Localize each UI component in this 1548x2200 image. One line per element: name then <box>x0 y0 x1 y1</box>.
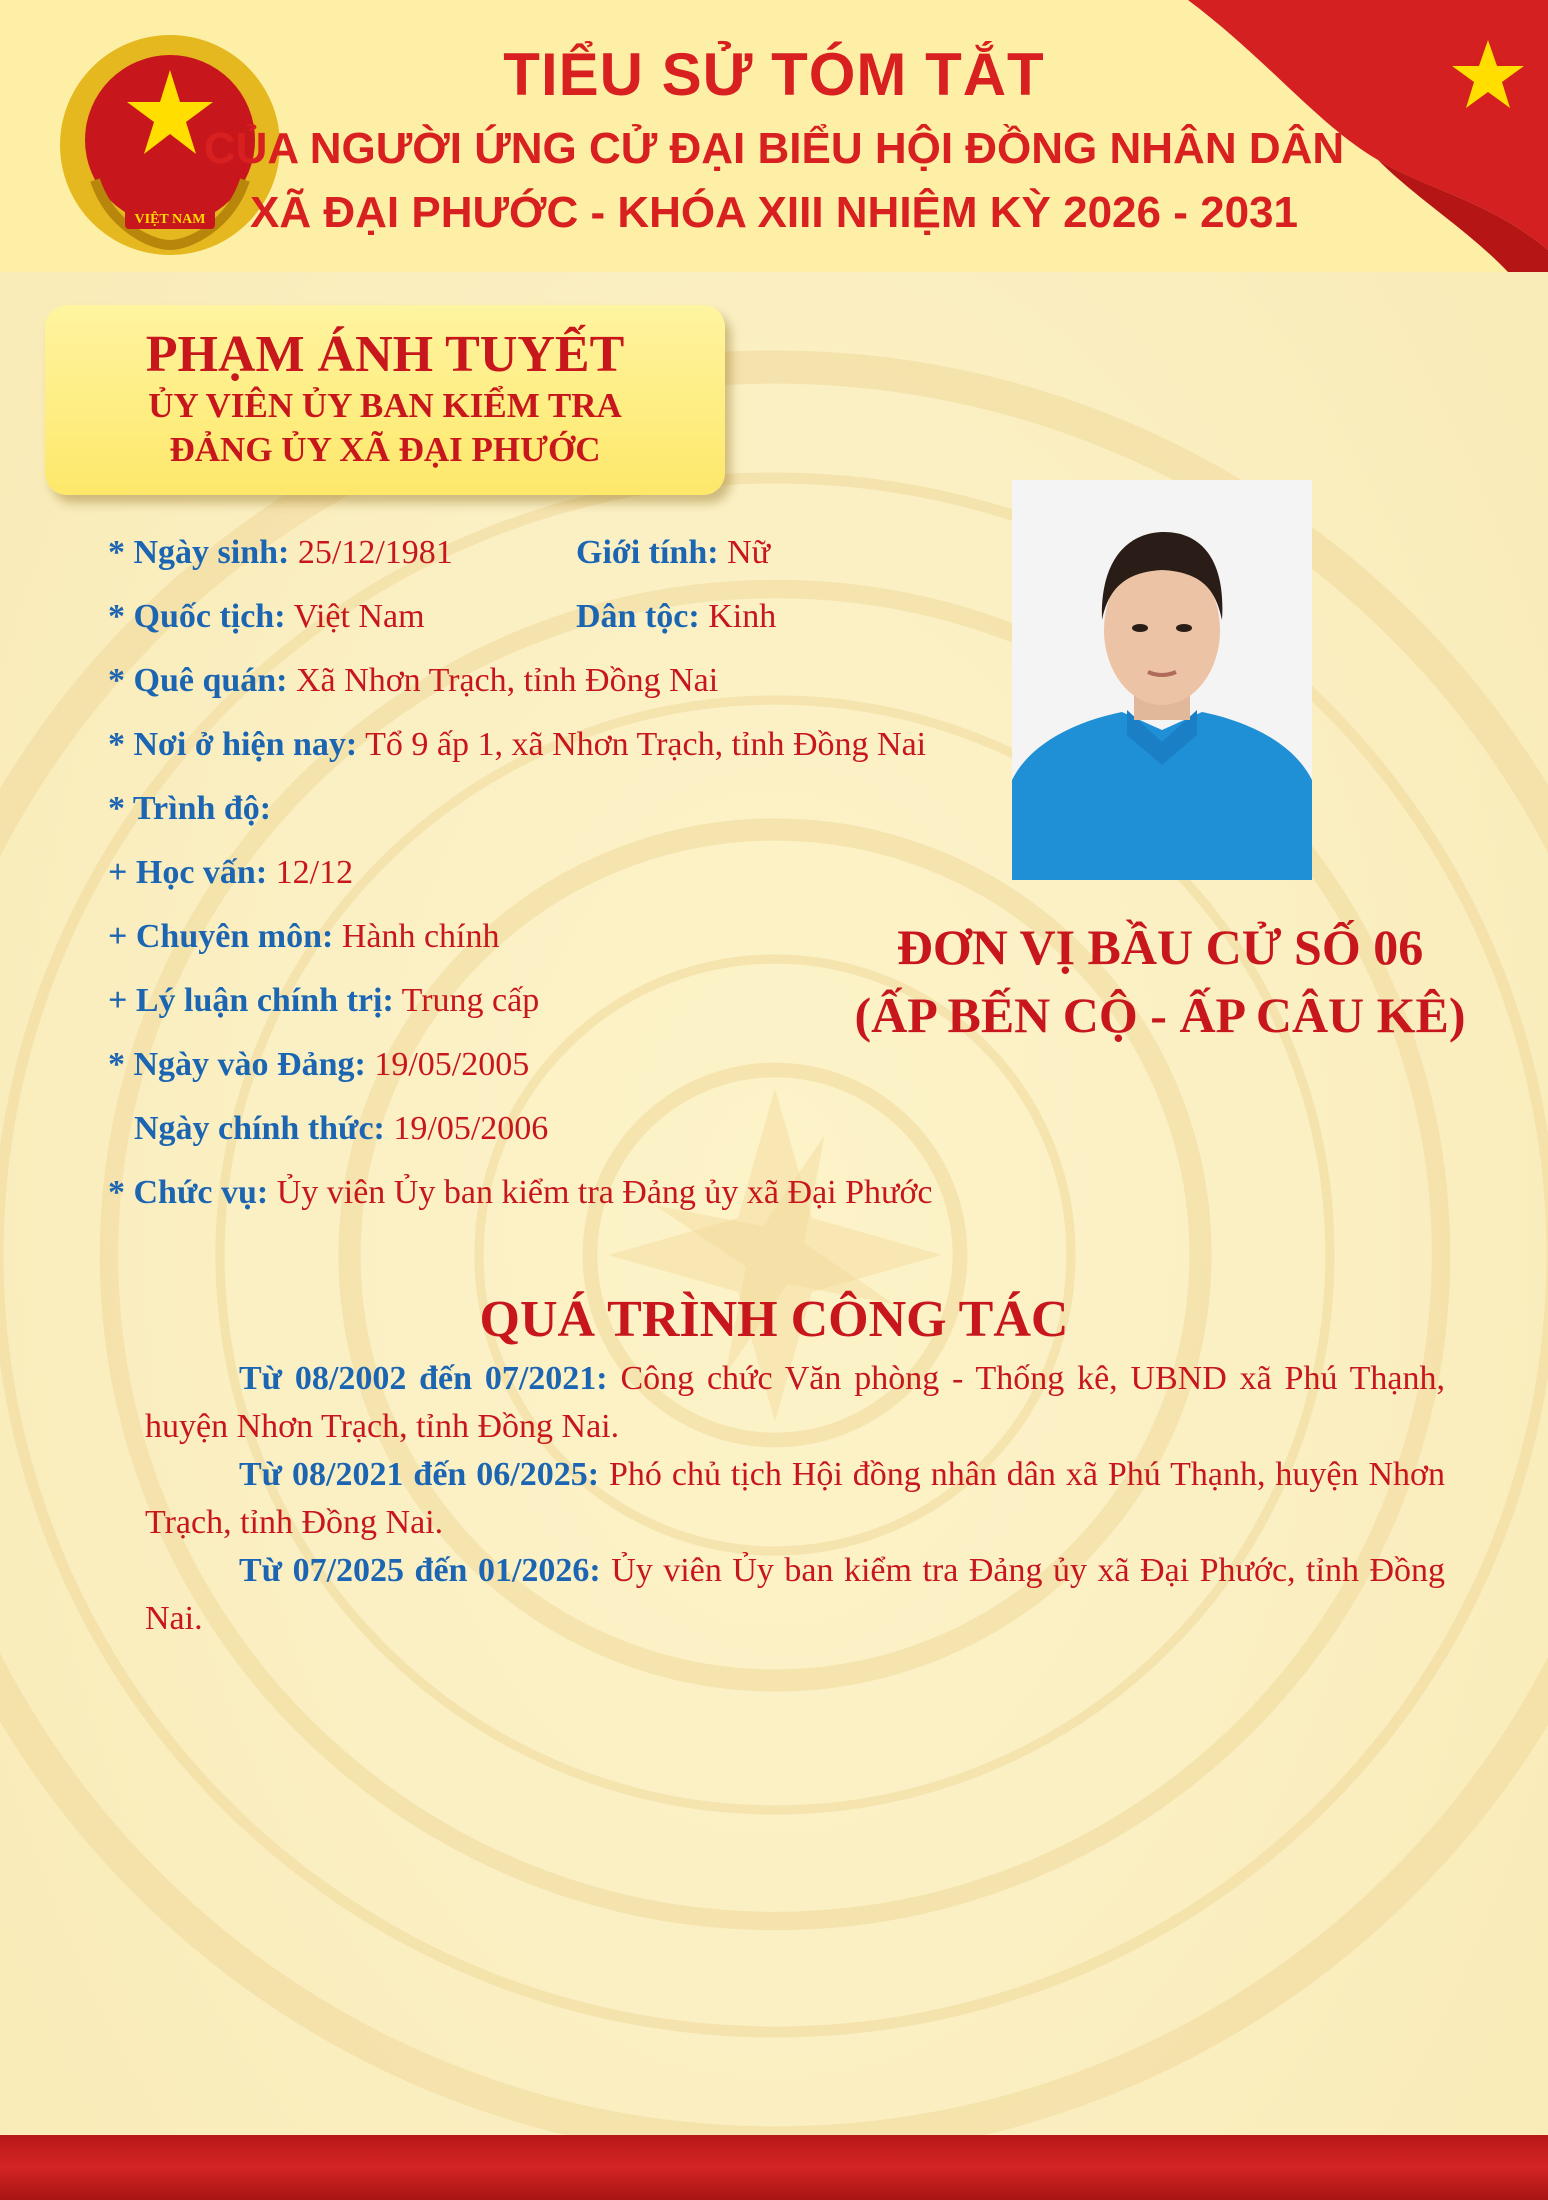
dob-value: 25/12/1981 <box>297 534 453 571</box>
work-history-title: QUÁ TRÌNH CÔNG TÁC <box>479 1291 1069 1348</box>
candidate-name: PHẠM ÁNH TUYẾT <box>145 326 625 383</box>
info-education <box>108 854 353 892</box>
info-political <box>108 982 539 1020</box>
document-title: TIỂU SỬ TÓM TẮT <box>503 41 1045 108</box>
hometown-label: * Quê quán: <box>108 662 288 699</box>
info-party-official <box>134 1110 548 1148</box>
emblem-text: VIỆT NAM <box>134 212 206 227</box>
candidate-position-line2: ĐẢNG ỦY XÃ ĐẠI PHƯỚC <box>169 430 601 469</box>
role-label: * Chức vụ: <box>108 1174 269 1211</box>
work-description: Công chức Văn phòng - Thống kê, UBND xã Phú Thạnh, huyện Nhơn Trạch, tỉnh Đồng Nai. <box>145 1360 1446 1445</box>
info-residence <box>108 726 926 764</box>
work-history-item <box>145 1355 1445 1451</box>
specialty-value: Hành chính <box>341 918 500 955</box>
work-period: Từ 07/2025 đến 01/2026: <box>239 1552 601 1589</box>
info-dob <box>108 534 453 572</box>
header-banner <box>0 0 1548 272</box>
footer-band <box>0 2135 1548 2200</box>
party-join-label: * Ngày vào Đảng: <box>108 1046 366 1083</box>
education-label: + Học vấn: <box>108 854 268 891</box>
candidate-portrait <box>1012 480 1312 880</box>
info-level <box>108 790 271 828</box>
work-description: Phó chủ tịch Hội đồng nhân dân xã Phú Thạnh, huyện Nhơn Trạch, tỉnh Đồng Nai. <box>145 1456 1445 1541</box>
hometown-value: Xã Nhơn Trạch, tỉnh Đồng Nai <box>296 662 719 699</box>
work-period: Từ 08/2021 đến 06/2025: <box>239 1456 600 1493</box>
info-hometown <box>108 662 718 700</box>
portrait-image-icon <box>1012 480 1312 880</box>
info-ethnicity <box>576 598 776 636</box>
residence-value: Tổ 9 ấp 1, xã Nhơn Trạch, tỉnh Đồng Nai <box>365 726 927 763</box>
role-value: Ủy viên Ủy ban kiểm tra Đảng ủy xã Đại Phước <box>276 1174 933 1211</box>
level-label: * Trình độ: <box>108 790 272 827</box>
ethnicity-label: Dân tộc: <box>576 598 700 635</box>
education-value: 12/12 <box>275 854 354 891</box>
party-official-value: 19/05/2006 <box>393 1110 549 1147</box>
document-subtitle: CỦA NGƯỜI ỨNG CỬ ĐẠI BIỂU HỘI ĐỒNG NHÂN DÂN <box>203 124 1345 173</box>
ethnicity-value: Kinh <box>708 598 777 635</box>
election-term: XÃ ĐẠI PHƯỚC - KHÓA XIII NHIỆM KỲ 2026 - 2031 <box>250 188 1298 237</box>
political-value: Trung cấp <box>401 982 540 1019</box>
dob-label: * Ngày sinh: <box>108 534 290 571</box>
info-gender <box>576 534 770 572</box>
specialty-label: + Chuyên môn: <box>108 918 334 955</box>
party-official-label: Ngày chính thức: <box>134 1110 385 1147</box>
info-specialty <box>108 918 500 956</box>
info-role <box>108 1174 933 1212</box>
party-join-value: 19/05/2005 <box>374 1046 530 1083</box>
work-description: Ủy viên Ủy ban kiểm tra Đảng ủy xã Đại Phước, tỉnh Đồng Nai. <box>145 1552 1446 1637</box>
electoral-unit-area: (ẤP BẾN CỘ - ẤP CÂU KÊ) <box>854 987 1466 1043</box>
electoral-unit-number: ĐƠN VỊ BẦU CỬ SỐ 06 <box>896 919 1424 975</box>
work-history-item <box>145 1451 1445 1547</box>
nationality-value: Việt Nam <box>293 598 425 635</box>
residence-label: * Nơi ở hiện nay: <box>108 726 358 763</box>
work-history-item <box>145 1547 1445 1643</box>
info-nationality <box>108 598 425 636</box>
political-label: + Lý luận chính trị: <box>108 982 394 1019</box>
work-period: Từ 08/2002 đến 07/2021: <box>239 1360 608 1397</box>
gender-label: Giới tính: <box>576 534 719 571</box>
gender-value: Nữ <box>727 534 771 571</box>
candidate-position-line1: ỦY VIÊN ỦY BAN KIỂM TRA <box>148 386 622 425</box>
info-party-join <box>108 1046 529 1084</box>
nationality-label: * Quốc tịch: <box>108 598 286 635</box>
candidate-name-card <box>45 305 725 495</box>
